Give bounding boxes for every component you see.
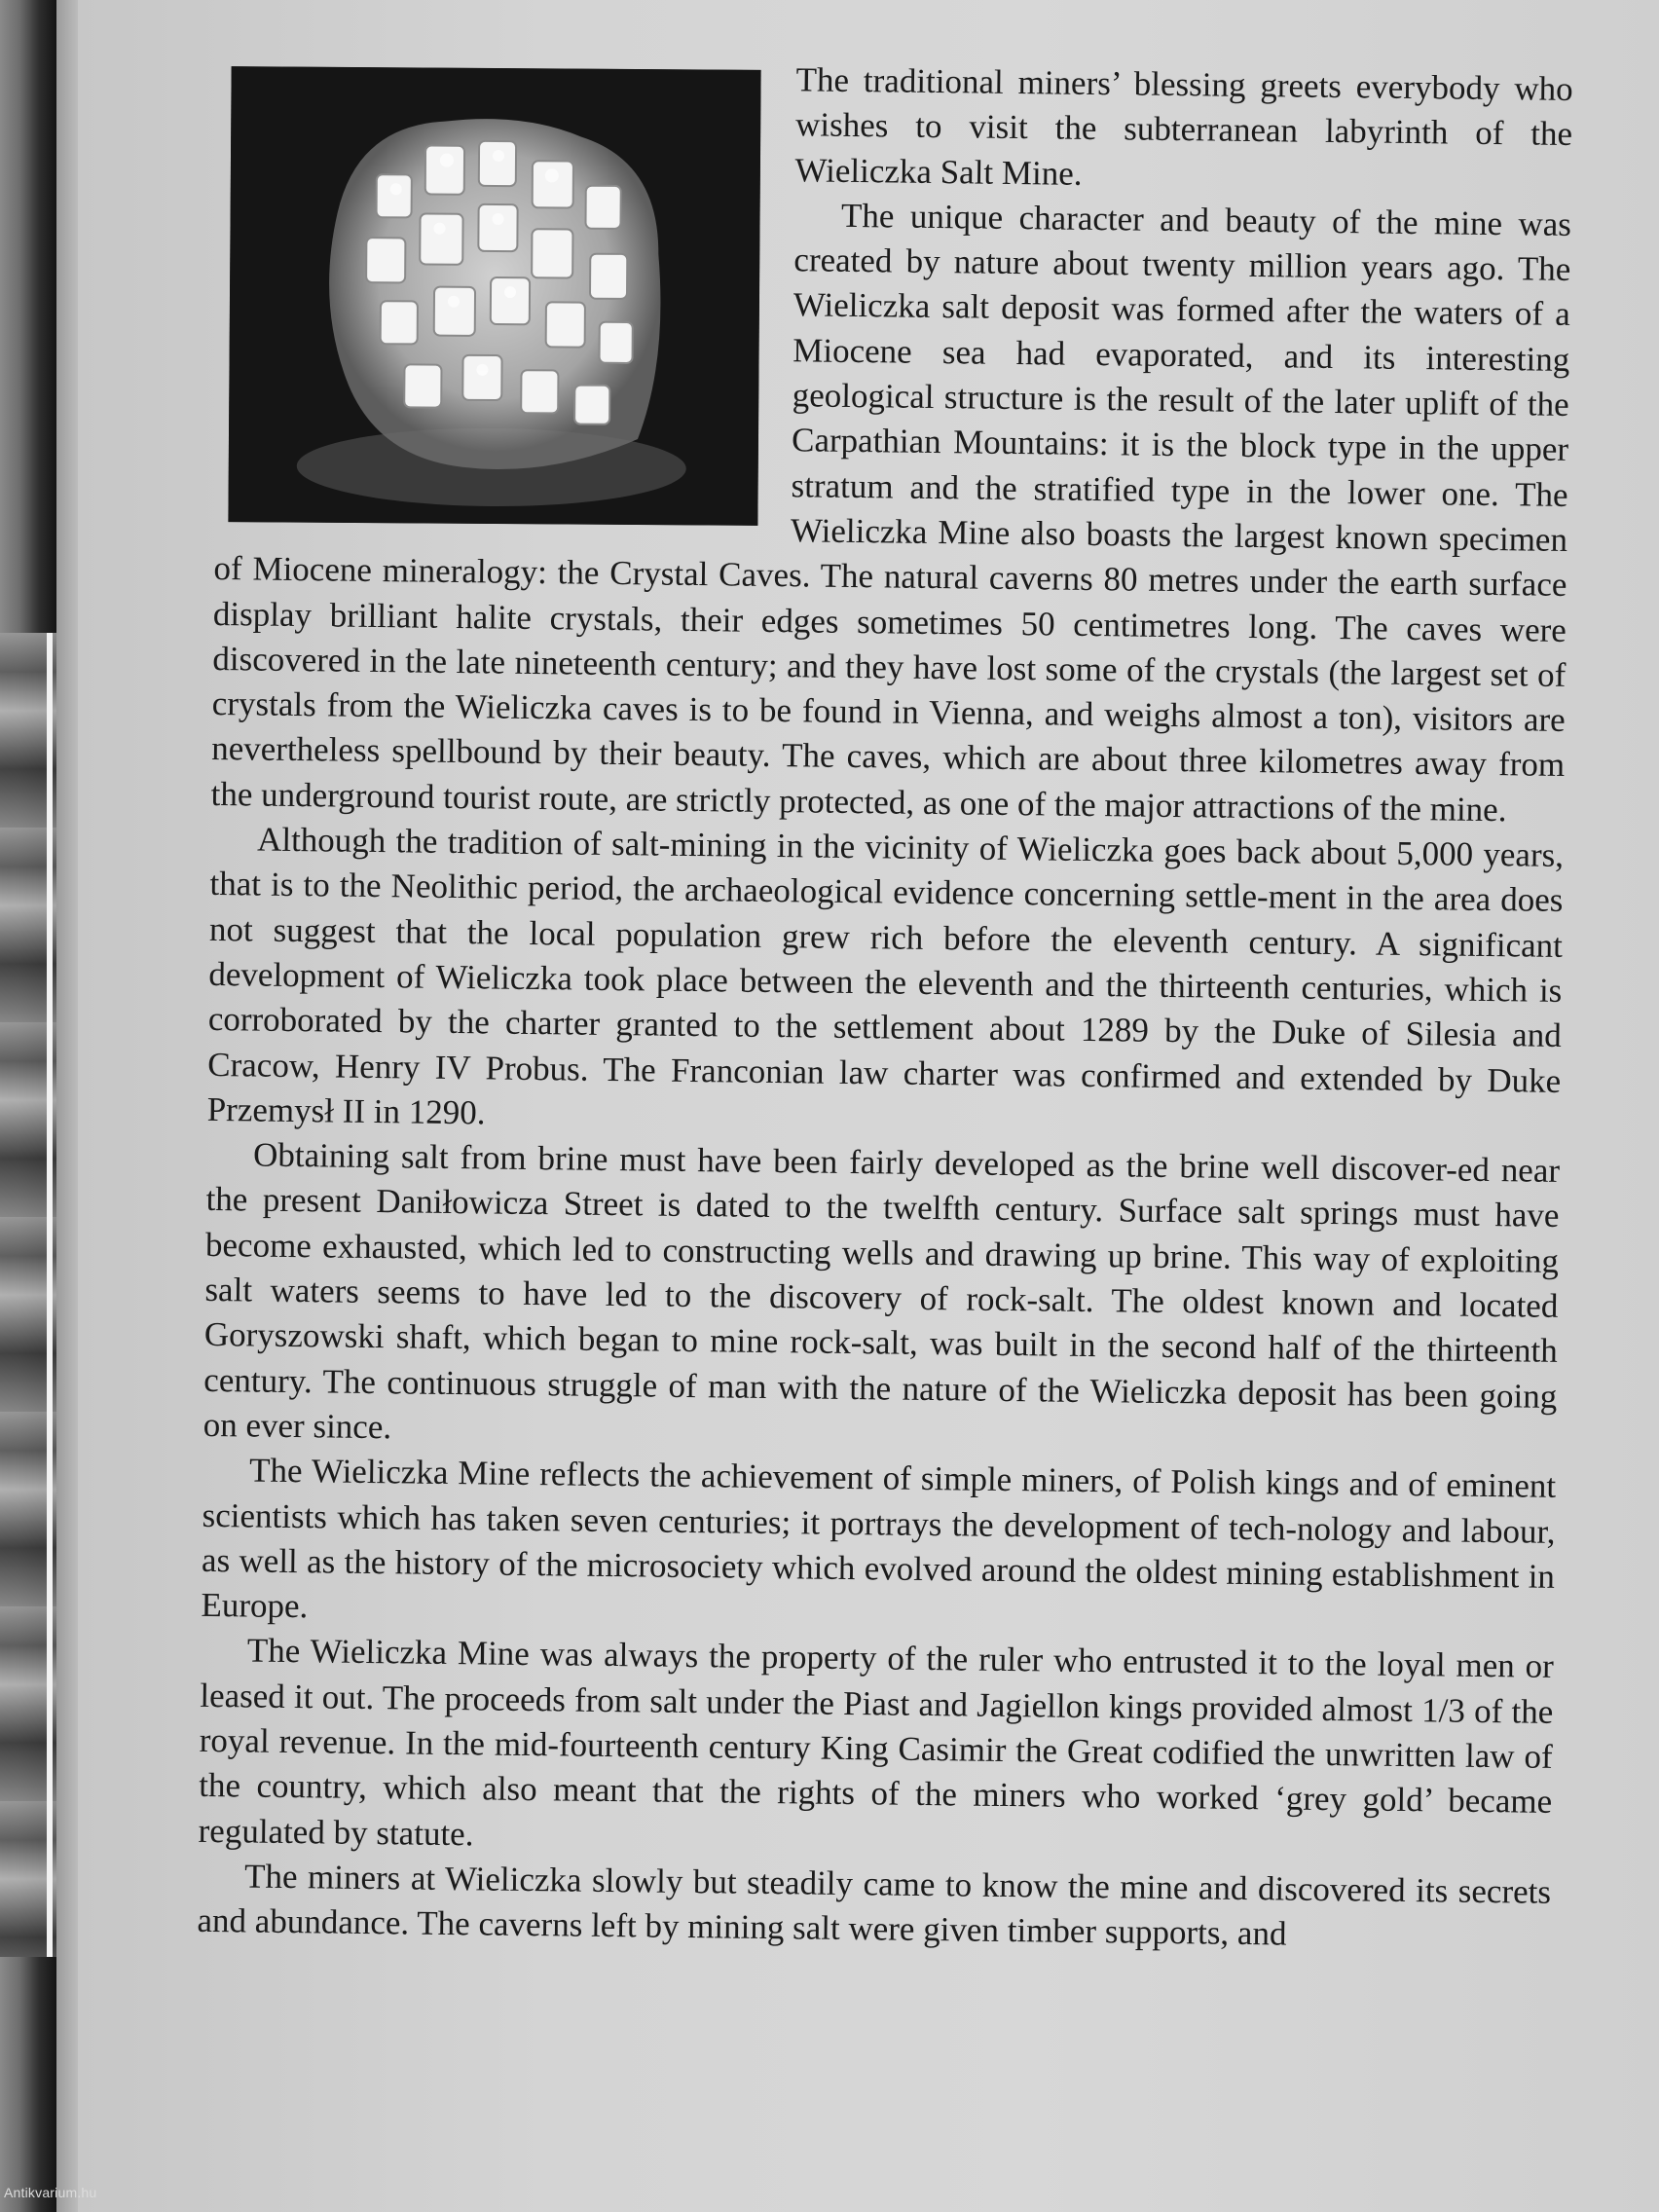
paragraph-3: Although the tradition of salt-mining in the vicinity of Wieliczka goes back about 5,000 years, that is to the Neolithic period, the archaeological evidence concerning settle-ment in the area does not suggest that the local population grew rich before the eleventh century. A significant development of Wieliczka took place between the eleventh and the thirteenth centuries, which is corroborated by the charter granted to the settlement about 1289 by the Duke of Silesia and Cracow, Henry IV Probus. The Franconian law charter was confirmed and extended by Duke Przemysł II in 1290. bbox=[206, 820, 1565, 1132]
paragraph-1: The traditional miners’ blessing greets everybody who wishes to visit the subterranean labyrinth of the Wieliczka Salt Mine. bbox=[794, 60, 1573, 193]
figure-spacer bbox=[214, 51, 796, 552]
adjacent-page-border bbox=[47, 633, 53, 1957]
paragraph-7: The miners at Wieliczka slowly but steadily came to know the mine and discovered its secrets and abundance. The caverns left by mining salt were given timber supports, and bbox=[197, 1857, 1552, 1953]
paragraph-2: The unique character and beauty of the mine was created by nature about twenty million years ago. The Wieliczka salt deposit was formed after the waters of a Miocene sea had evaporated, and its interesting geological structure is the result of the later uplift of the Carpathian Mountains: it is the block type in the upper stratum and the stratified type in the lower one. The Wieliczka Mine also boasts the largest known specimen of Miocene mineralogy: the Crystal Caves. The natural caverns 80 metres under the earth surface display brilliant halite crystals, their edges sometimes 50 centimetres long. The caves were discovered in the late nineteenth century; and they have lost some of the crystals (the largest set of crystals from the Wieliczka caves is to be found in Vienna, and weighs almost a ton), visitors are nevertheless spellbound by their beauty. The caves, which are about three kilometres away from the underground tourist route, are strictly protected, as one of the major attractions of the mine. bbox=[210, 196, 1572, 829]
paragraph-5: The Wieliczka Mine reflects the achievement of simple miners, of Polish kings and of eminent scientists which has taken seven centuries; it portrays the development of tech-nology and labour, as well as the history of the microsociety which evolved around the oldest mining establishment in Europe. bbox=[201, 1451, 1557, 1626]
watermark: Antikvarium.hu bbox=[4, 2185, 97, 2200]
article-text bbox=[197, 51, 1573, 1960]
paragraph-4: Obtaining salt from brine must have been fairly developed as the brine well discover-ed near the present Daniłowicza Street is dated to the twelfth century. Surface salt springs must have become exhausted, which led to constructing wells and drawing up brine. This way of exploiting salt waters seems to have led to the discovery of rock-salt. The oldest known and located Goryszowski shaft, which began to mine rock-salt, was built in the second half of the thirteenth century. The continuous struggle of man with the nature of the Wieliczka deposit has been going on ever since. bbox=[203, 1135, 1561, 1447]
paragraph-6: The Wieliczka Mine was always the property of the ruler who entrusted it to the loyal men or leased it out. The proceeds from salt under the Piast and Jagiellon kings provided almost 1/3 of the royal revenue. In the mid-fourteenth century King Casimir the Great codified the unwritten law of the country, which also meant that the rights of the miners who worked ‘grey gold’ became regulated by statute. bbox=[198, 1631, 1555, 1853]
